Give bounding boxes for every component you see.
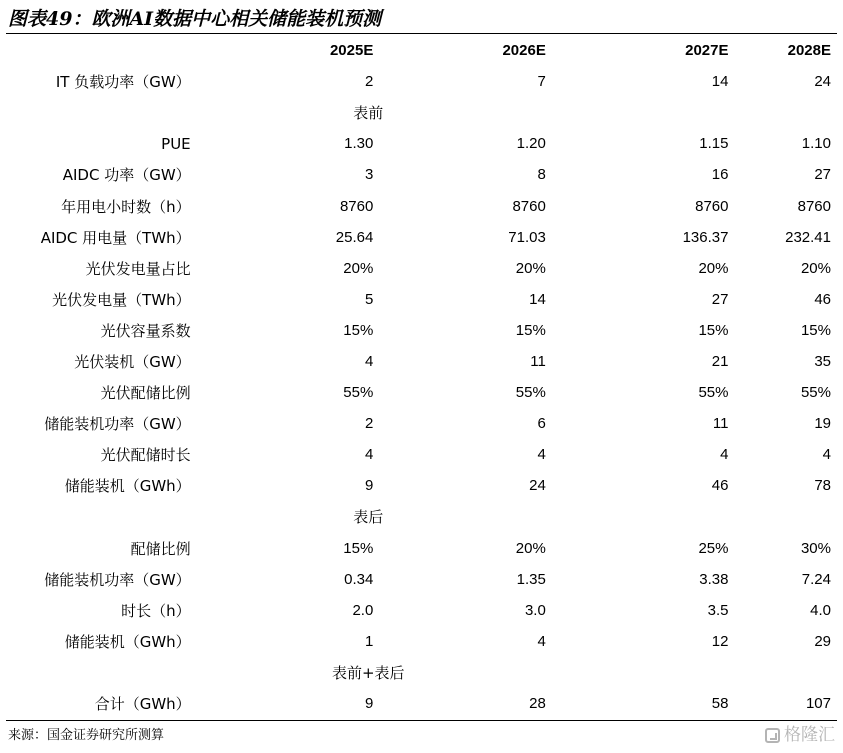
table-row bbox=[6, 315, 831, 346]
table-row bbox=[6, 470, 831, 501]
table-header-row bbox=[6, 35, 831, 66]
table-cell: 4 bbox=[364, 446, 374, 464]
section-row bbox=[6, 97, 831, 128]
table-cell: 1.35 bbox=[516, 570, 546, 588]
table-cell: 55% bbox=[800, 384, 831, 402]
table-cell: 20% bbox=[515, 259, 546, 277]
table-cell: 11 bbox=[712, 415, 729, 433]
table-row bbox=[6, 253, 831, 284]
table-row bbox=[6, 595, 831, 626]
table-cell: 4 bbox=[364, 352, 374, 370]
table-cell: 21 bbox=[711, 352, 729, 370]
source-note: 来源：国金证券研究所测算 bbox=[8, 728, 165, 743]
table-cell: 3.5 bbox=[707, 601, 729, 619]
section-row bbox=[6, 501, 831, 532]
section-heading: 表后 bbox=[353, 508, 384, 527]
row-label: 光伏容量系数 bbox=[100, 321, 191, 340]
title-divider bbox=[6, 33, 837, 34]
row-label: 年用电小时数（h） bbox=[61, 197, 191, 216]
table-cell: 0.34 bbox=[344, 570, 374, 588]
row-label: 光伏发电量占比 bbox=[85, 259, 191, 278]
table-cell: 2 bbox=[364, 73, 374, 91]
table-cell: 24 bbox=[814, 73, 831, 91]
table-cell: 232.41 bbox=[785, 228, 831, 246]
table-cell: 14 bbox=[711, 73, 729, 91]
table-cell: 12 bbox=[711, 632, 729, 650]
source-divider bbox=[6, 720, 837, 721]
section-row bbox=[6, 657, 831, 688]
table-cell: 14 bbox=[529, 290, 546, 308]
table-cell: 20% bbox=[800, 259, 831, 277]
corner-cell bbox=[6, 35, 191, 66]
row-label: 时长（h） bbox=[121, 601, 191, 620]
row-label: 光伏装机（GW） bbox=[74, 352, 191, 371]
row-label: 储能装机功率（GW） bbox=[44, 570, 191, 589]
section-spacer bbox=[546, 657, 831, 688]
row-label: 光伏发电量（TWh） bbox=[52, 290, 191, 309]
table-cell: 5 bbox=[364, 290, 374, 308]
table-cell: 1.10 bbox=[801, 135, 831, 153]
table-cell: 6 bbox=[537, 415, 546, 433]
table-cell: 24 bbox=[529, 477, 546, 495]
column-header-year: 2025E bbox=[329, 42, 374, 60]
table-cell: 27 bbox=[711, 290, 729, 308]
gelonghui-logo-icon bbox=[765, 728, 780, 743]
row-label: AIDC 用电量（TWh） bbox=[40, 228, 191, 247]
watermark-text: 格隆汇 bbox=[784, 725, 835, 745]
table-cell: 46 bbox=[711, 477, 729, 495]
table-cell: 16 bbox=[711, 166, 729, 184]
forecast-table bbox=[6, 35, 831, 719]
row-label: 储能装机（GWh） bbox=[64, 477, 191, 496]
table-cell: 55% bbox=[698, 384, 729, 402]
row-label: 配储比例 bbox=[130, 539, 191, 558]
table-row bbox=[6, 284, 831, 315]
table-cell: 58 bbox=[711, 695, 729, 713]
section-spacer bbox=[6, 657, 191, 688]
table-row bbox=[6, 128, 831, 159]
table-row bbox=[6, 688, 831, 719]
table-cell: 8760 bbox=[512, 197, 546, 215]
table-cell: 3.0 bbox=[524, 601, 546, 619]
table-cell: 25% bbox=[698, 539, 729, 557]
table-cell: 7 bbox=[537, 73, 546, 91]
table-cell: 1.15 bbox=[699, 135, 729, 153]
table-cell: 1.20 bbox=[516, 135, 546, 153]
row-label: 储能装机功率（GW） bbox=[44, 415, 191, 434]
table-cell: 25.64 bbox=[335, 228, 374, 246]
table-row bbox=[6, 533, 831, 564]
table-cell: 2 bbox=[364, 415, 374, 433]
table-row bbox=[6, 66, 831, 97]
table-row bbox=[6, 159, 831, 190]
table-cell: 9 bbox=[364, 695, 374, 713]
table-cell: 28 bbox=[529, 695, 546, 713]
row-label: 储能装机（GWh） bbox=[64, 632, 191, 651]
table-row bbox=[6, 408, 831, 439]
section-spacer bbox=[546, 501, 831, 532]
table-cell: 4 bbox=[822, 446, 831, 464]
table-row bbox=[6, 439, 831, 470]
table-cell: 9 bbox=[364, 477, 374, 495]
table-row bbox=[6, 346, 831, 377]
table-cell: 55% bbox=[515, 384, 546, 402]
row-label: AIDC 功率（GW） bbox=[62, 166, 191, 185]
table-cell: 20% bbox=[515, 539, 546, 557]
table-cell: 20% bbox=[343, 259, 374, 277]
table-cell: 4 bbox=[537, 632, 546, 650]
column-header-year: 2028E bbox=[787, 42, 831, 60]
table-cell: 15% bbox=[343, 321, 374, 339]
column-header-year: 2027E bbox=[685, 42, 729, 60]
table-row bbox=[6, 564, 831, 595]
table-cell: 8 bbox=[537, 166, 546, 184]
table-cell: 78 bbox=[814, 477, 831, 495]
table-cell: 4 bbox=[537, 446, 546, 464]
figure-title: 图表49：欧洲AI数据中心相关储能装机预测 bbox=[8, 8, 382, 30]
table-cell: 35 bbox=[814, 352, 831, 370]
table-row bbox=[6, 626, 831, 657]
table-cell: 20% bbox=[698, 259, 729, 277]
table-cell: 15% bbox=[515, 321, 546, 339]
table-cell: 27 bbox=[814, 166, 831, 184]
column-header-year: 2026E bbox=[502, 42, 546, 60]
table-row bbox=[6, 190, 831, 221]
table-cell: 8760 bbox=[797, 197, 831, 215]
section-spacer bbox=[6, 501, 191, 532]
section-spacer bbox=[6, 97, 191, 128]
table-cell: 15% bbox=[800, 321, 831, 339]
row-label: 光伏配储比例 bbox=[100, 384, 191, 403]
row-label: 光伏配储时长 bbox=[100, 446, 191, 465]
row-label: PUE bbox=[161, 134, 191, 153]
table-cell: 3.38 bbox=[699, 570, 729, 588]
table-cell: 19 bbox=[814, 415, 831, 433]
watermark bbox=[765, 723, 835, 747]
table-row bbox=[6, 377, 831, 408]
table-cell: 8760 bbox=[339, 197, 374, 215]
table-cell: 1 bbox=[364, 632, 374, 650]
table-body bbox=[6, 66, 831, 719]
table-cell: 136.37 bbox=[682, 228, 729, 246]
section-heading: 表前+表后 bbox=[331, 663, 405, 682]
table-cell: 3 bbox=[364, 166, 374, 184]
table-cell: 30% bbox=[800, 539, 831, 557]
section-spacer bbox=[546, 97, 831, 128]
table-cell: 55% bbox=[343, 384, 374, 402]
table-row bbox=[6, 222, 831, 253]
table-cell: 15% bbox=[698, 321, 729, 339]
table-cell: 8760 bbox=[695, 197, 729, 215]
table-cell: 107 bbox=[805, 695, 831, 713]
table-cell: 29 bbox=[814, 632, 831, 650]
table-cell: 71.03 bbox=[508, 228, 546, 246]
table-cell: 1.30 bbox=[344, 135, 374, 153]
row-label: 合计（GWh） bbox=[94, 695, 191, 714]
row-label: IT 负载功率（GW） bbox=[55, 73, 191, 92]
table-cell: 7.24 bbox=[801, 570, 831, 588]
table-cell: 46 bbox=[814, 290, 831, 308]
table-cell: 4 bbox=[720, 446, 729, 464]
table-cell: 2.0 bbox=[352, 601, 374, 619]
table-cell: 15% bbox=[343, 539, 374, 557]
section-heading: 表前 bbox=[353, 104, 384, 123]
table-cell: 11 bbox=[530, 352, 546, 370]
table-cell: 4.0 bbox=[810, 601, 831, 619]
